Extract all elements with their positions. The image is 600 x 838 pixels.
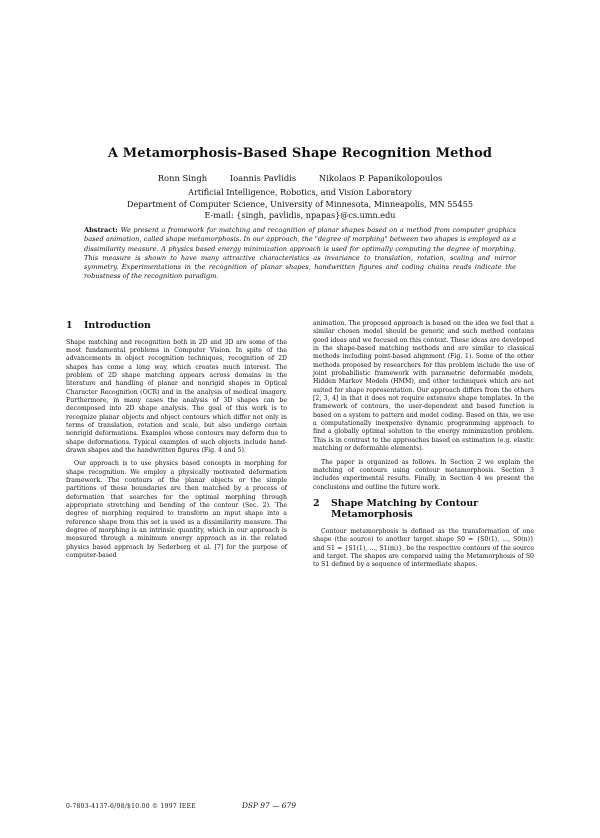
footer-page-number: DSP 97 — 679 [242,801,296,810]
section-title: Shape Matching by Contour Metamorphosis [331,497,479,521]
body-paragraph: Our approach is to use physics based concepts in morphing for shape recognition. We employ a physically motivated deformation framework. The contours of the planar objects or the simple partitions of these boundaries are then matched by a process of deformation that searches for the optimal morphing through appropriate stretching and bending of the contour (Sec. 2). The degree of morphing required to transform an input shape into a reference shape from this set is used as a dissimilarity measure. The degree of morphing is an intrinsic quantity, which in our approach is measured through a minimum energy approach as in the related physics based approach by Sederberg et al. [7] for the purpose of computer-based [66,460,287,560]
right-column [313,320,534,575]
body-paragraph: The paper is organized as follows. In Section 2 we explain the matching of contours using contour metamorphosis. Section 3 includes experimental results. Finally, in Section 4 we present the conclusions and outline the future work. [313,458,534,491]
affiliation-email: E-mail: {singh, pavlidis, npapas}@cs.umn.edu [204,210,396,220]
body-paragraph: Shape matching and recognition both in 2D and 3D are some of the most fundamental problems in Computer Vision. In spite of the advancements in object recognition techniques, recognition of 2D shapes has come a long way, which creates much interest. The problem of 2D shape matching appears across domains in the literature and handling of planar and nonrigid shapes in Optical Character Recognition (OCR) and in the analysis of medical imagery. Furthermore, in many cases the analysis of 3D shapes can be decomposed into 2D shape analysis. The goal of this work is to recognize planar objects and object contours which differ not only in terms of translation, rotation and scale, but also undergo certain nonrigid deformations. Examples whose contours may deform due to shape deformations. Typical examples of such objects include hand-drawn shapes and the handwritten figures (Fig. 4 and 5). [66,338,287,454]
affiliation-department: Department of Computer Science, University of Minnesota, Minneapolis, MN 55455 [126,198,474,209]
abstract [84,226,516,282]
paper-title: A Metamorphosis-Based Shape Recognition Method [107,146,493,161]
author-name: Ioannis Pavlidis [229,173,297,183]
abstract-label: Abstract: [84,226,118,234]
section-number: 1 [66,320,73,331]
body-paragraph: animation. The proposed approach is based on the idea we feel that a similar chosen model should be generic and such method contains good ideas and we focused on this context. These ideas are developed in the shape-based matching methods and are similar to classical methods including point-based alignment (Fig. 1). Some of the other methods proposed by researchers for this problem include the use of joint probabilistic framework with parametric deformable models, Hidden Markov Models (HMM), and other techniques which are not suited for shape representation. Our approach differs from the others [2, 3, 4] in that it does not require extensive shape templates. In the framework of contours, the user-dependent and based function is based on a system to pattern and model coding. Based on this, we use a computationally inexpensive dynamic programming approach to find a globally optimal solution to the energy minimization problem. This is in contrast to the approaches based on estimation (e.g. elastic matching or deformable elements). [313,320,534,453]
section-heading-introduction [66,320,287,332]
author-name: Ronn Singh [157,173,208,183]
author-list [0,173,600,183]
section-number: 2 [313,497,320,509]
affiliation-lab: Artificial Intelligence, Robotics, and Vision Laboratory [188,187,412,197]
body-paragraph: Contour metamorphosis is defined as the transformation of one shape (the source) to another target shape S0 = {S0(1), ..., S0(n)} and S1 = {S1(1), ..., S1(m)}, be the respective contours of the source and target. The shapes are compared using the Metamorphosis of S0 to S1 defined by a sequence of intermediate shapes. [313,527,534,569]
footer-copyright: 0-7803-4137-6/98/$10.00 © 1997 IEEE [66,803,196,810]
section-title: Introduction [84,320,151,331]
abstract-text: We present a framework for matching and recognition of planar shapes based on a method from computer graphics based animation, called shape metamorphosis. In our approach, the "degree of morphing" between two shapes is employed as a dissimilarity measure. A physics based energy minimization approach is used for optimally computing the degree of morphing. This measure is shown to have many attractive characteristics as invariance to translation, rotation, scaling and mirror symmetry. Experimentations in the recognition of planar shapes, handwritten figures and coding chains reads indicate the robustness of the recognition paradigm. [84,226,516,281]
section-heading-shape-matching [313,498,534,521]
author-name: Nikolaos P. Papanikolopoulos [318,173,443,183]
left-column [66,320,287,565]
affiliation-block [0,187,600,222]
